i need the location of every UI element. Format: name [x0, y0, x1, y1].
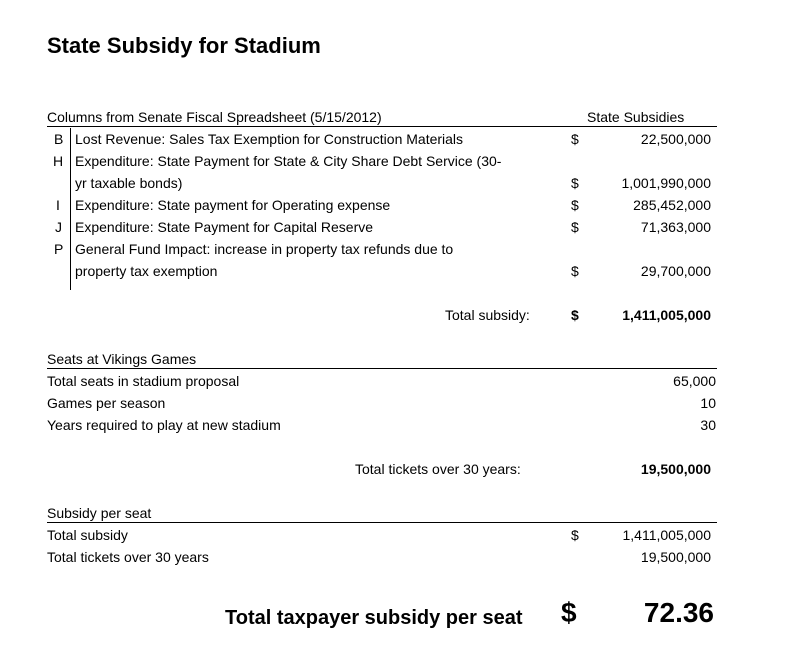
page-title: State Subsidy for Stadium: [47, 33, 321, 58]
row-p-value: 29,700,000: [640, 263, 711, 279]
total-subsidy-label: Total subsidy:: [445, 307, 530, 323]
calc-total-tickets-value: 19,500,000: [640, 549, 711, 565]
row-p-label: General Fund Impact: increase in property tax refunds due to: [75, 241, 454, 257]
total-tickets-label: Total tickets over 30 years:: [355, 461, 521, 477]
calc-total-subsidy-label: Total subsidy: [47, 527, 128, 543]
row-j-value: 71,363,000: [640, 219, 711, 235]
row-h-value: 1,001,990,000: [621, 175, 711, 191]
total-subsidy-value: 1,411,005,000: [622, 307, 711, 323]
row-i-code: I: [56, 197, 60, 213]
subsidy-per-seat-header: Subsidy per seat: [47, 505, 152, 521]
calc-total-subsidy-currency: $: [571, 527, 579, 543]
row-p-label-cont: property tax exemption: [75, 263, 218, 279]
seats-row-value: 65,000: [673, 373, 716, 389]
section1-header-underline: [47, 126, 717, 127]
row-b-value: 22,500,000: [640, 131, 711, 147]
row-i-label: Expenditure: State payment for Operating expense: [75, 197, 391, 213]
row-h-label: Expenditure: State Payment for State & City Share Debt Service (30-: [75, 153, 502, 169]
section3-header-underline: [47, 522, 717, 523]
total-tickets-value: 19,500,000: [640, 461, 711, 477]
calc-total-tickets-label: Total tickets over 30 years: [47, 549, 209, 565]
row-p-code: P: [54, 241, 64, 257]
row-j-code: J: [55, 219, 62, 235]
state-subsidies-header: State Subsidies: [587, 109, 685, 125]
years-row-value: 30: [700, 417, 716, 433]
row-i-currency: $: [571, 197, 579, 213]
row-b-label: Lost Revenue: Sales Tax Exemption for Construction Materials: [75, 131, 464, 147]
row-b-currency: $: [571, 131, 579, 147]
calc-total-subsidy-value: 1,411,005,000: [622, 527, 711, 543]
total-subsidy-currency: $: [571, 307, 579, 323]
row-h-code: H: [53, 153, 64, 169]
games-row-value: 10: [700, 395, 716, 411]
row-h-label-cont: yr taxable bonds): [75, 175, 183, 191]
result-currency: $: [561, 597, 577, 628]
years-row-label: Years required to play at new stadium: [47, 417, 281, 433]
row-h-currency: $: [571, 175, 579, 191]
row-j-label: Expenditure: State Payment for Capital Reserve: [75, 219, 374, 235]
row-p-currency: $: [571, 263, 579, 279]
seats-header: Seats at Vikings Games: [47, 351, 197, 367]
games-row-label: Games per season: [47, 395, 166, 411]
seats-row-label: Total seats in stadium proposal: [47, 373, 240, 389]
section2-header-underline: [47, 368, 717, 369]
result-label: Total taxpayer subsidy per seat: [225, 607, 523, 629]
senate-columns-header: Columns from Senate Fiscal Spreadsheet (5/15/2012): [47, 109, 382, 125]
code-column-divider: [70, 128, 71, 290]
row-i-value: 285,452,000: [633, 197, 711, 213]
result-value: 72.36: [643, 597, 714, 628]
row-j-currency: $: [571, 219, 579, 235]
row-b-code: B: [54, 131, 64, 147]
